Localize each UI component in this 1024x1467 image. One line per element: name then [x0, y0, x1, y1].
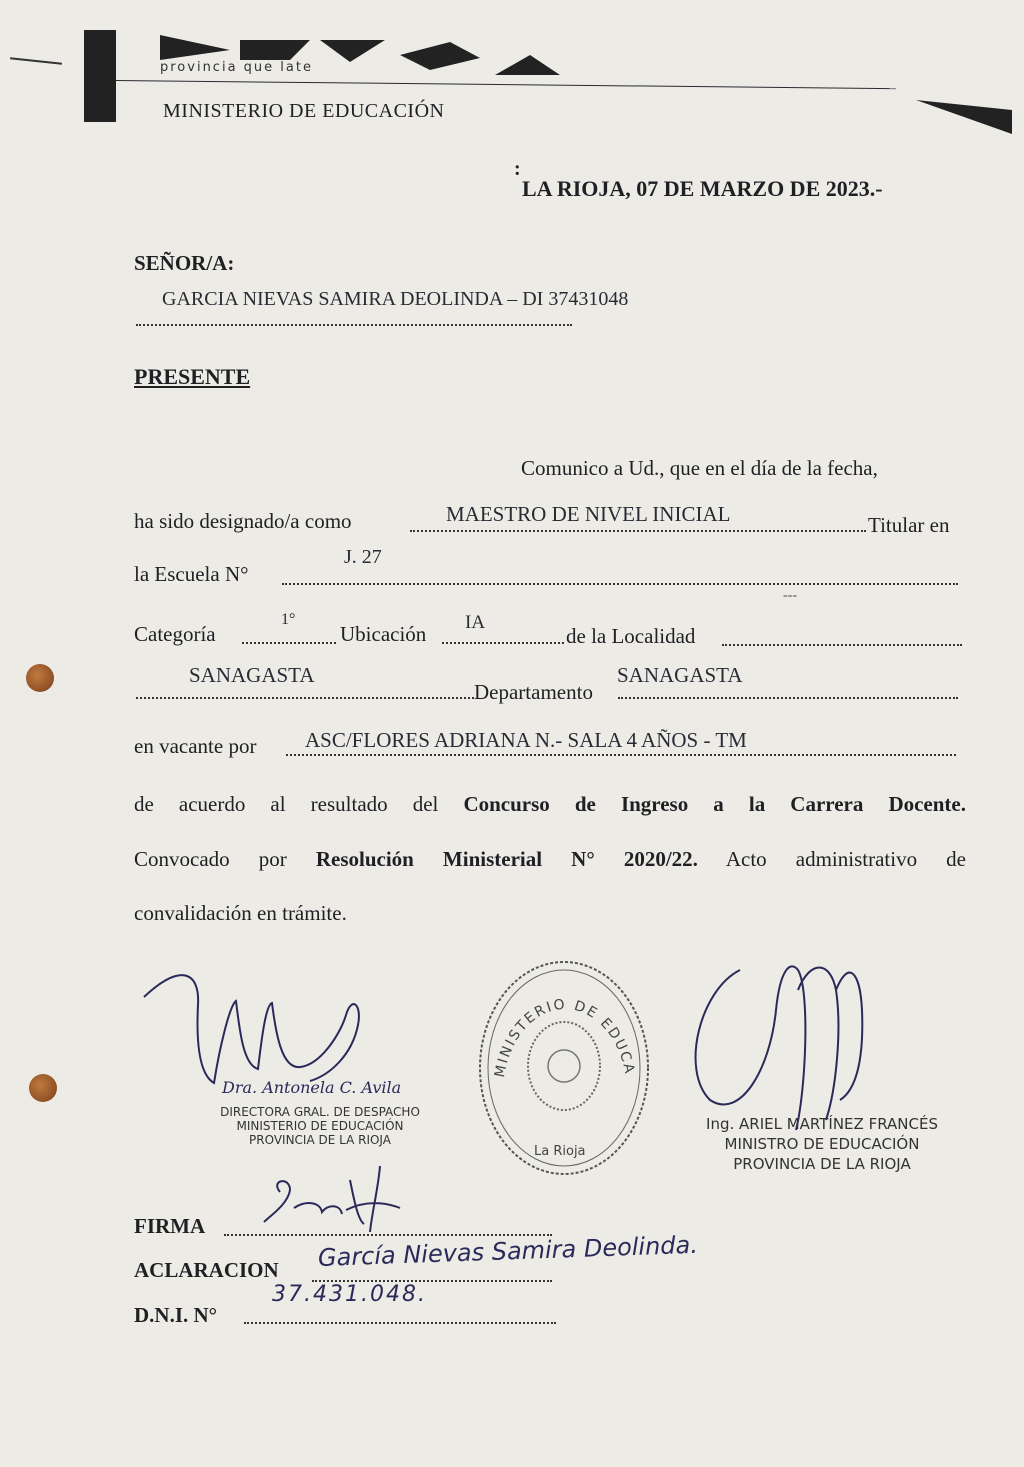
binder-pin-bottom — [29, 1074, 57, 1102]
localidad-value: SANAGASTA — [189, 663, 315, 687]
localidad-label: de la Localidad — [566, 624, 696, 648]
signer-left-line2: MINISTERIO DE EDUCACIÓN — [236, 1119, 404, 1133]
date-mark: : — [514, 158, 521, 180]
logo-icon — [150, 30, 570, 85]
vacante-value: ASC/FLORES ADRIANA N.- SALA 4 AÑOS - TM — [305, 728, 747, 752]
p2-text: Convocado por — [134, 847, 287, 871]
categoria-label: Categoría — [134, 622, 216, 646]
escuela-mark: --- — [783, 588, 797, 603]
paragraph-line-3: convalidación en trámite. — [134, 901, 347, 925]
cargo-value: MAESTRO DE NIVEL INICIAL — [446, 502, 731, 526]
signer-left-line1: DIRECTORA GRAL. DE DESPACHO — [220, 1105, 420, 1119]
categoria-dots — [242, 642, 336, 644]
signature-left-icon — [140, 965, 440, 1095]
signer-right-block — [686, 1114, 958, 1174]
titular-label: Titular en — [868, 513, 950, 537]
p1-text: de acuerdo al resultado del — [134, 792, 439, 816]
logo-tagline: provincia que late — [160, 60, 313, 75]
ubicacion-label: Ubicación — [340, 622, 427, 646]
dni-value: 37.431.048. — [272, 1282, 427, 1307]
departamento-dots — [618, 697, 958, 699]
designado-label: ha sido designado/a como — [134, 509, 352, 533]
departamento-label: Departamento — [474, 680, 593, 704]
vacante-label: en vacante por — [134, 734, 257, 758]
vacante-dots — [286, 754, 956, 756]
stray-line — [10, 57, 62, 64]
signature-left-name: Dra. Antonela C. Avila — [222, 1078, 402, 1097]
designado-dots — [410, 530, 866, 532]
header-wedge-icon — [916, 98, 1012, 138]
p2-tail: Acto administrativo de — [725, 847, 966, 871]
dni-label: D.N.I. N° — [134, 1303, 218, 1327]
categoria-value: 1° — [281, 611, 296, 628]
signer-right-line3: PROVINCIA DE LA RIOJA — [733, 1155, 911, 1173]
aclaracion-value: García Nievas Samira Deolinda. — [317, 1230, 699, 1272]
localidad-dots — [722, 644, 962, 646]
logo-bar-icon — [84, 30, 116, 122]
escuela-value: J. 27 — [344, 546, 382, 568]
seal-bottom-text: La Rioja — [534, 1144, 586, 1159]
escuela-label: la Escuela N° — [134, 562, 249, 586]
localidad-value-dots — [136, 697, 474, 699]
signer-left-line3: PROVINCIA DE LA RIOJA — [249, 1133, 391, 1147]
p2-bold: Resolución Ministerial N° 2020/22. — [315, 847, 698, 871]
dni-dots — [244, 1322, 556, 1324]
seal-ring-text: MINISTERIO DE EDUCA — [492, 996, 638, 1079]
p1-bold: Concurso de Ingreso a la Carrera Docente. — [463, 792, 966, 816]
signer-right-line1: Ing. ARIEL MARTÍNEZ FRANCÉS — [706, 1115, 938, 1133]
aclaracion-label: ACLARACION — [134, 1258, 279, 1282]
signer-right-line2: MINISTRO DE EDUCACIÓN — [724, 1135, 920, 1153]
svg-text:MINISTERIO DE EDUCACIÓN — [476, 958, 638, 1079]
ministry-seal — [476, 958, 652, 1180]
recipient-dots — [136, 324, 572, 326]
receipt-signature-icon — [250, 1160, 410, 1240]
ubicacion-dots — [442, 642, 564, 644]
ministry-title: MINISTERIO DE EDUCACIÓN — [163, 100, 445, 122]
intro-text: Comunico a Ud., que en el día de la fecha, — [521, 456, 878, 480]
signature-right-icon — [680, 950, 880, 1140]
recipient-name: GARCIA NIEVAS SAMIRA DEOLINDA – DI 37431048 — [162, 288, 629, 310]
signer-left-block — [220, 1105, 420, 1147]
departamento-value: SANAGASTA — [617, 663, 743, 687]
recipient-label: SEÑOR/A: — [134, 251, 235, 275]
date-line: LA RIOJA, 07 DE MARZO DE 2023.- — [522, 176, 883, 201]
presente-heading: PRESENTE — [134, 364, 251, 389]
firma-label: FIRMA — [134, 1214, 206, 1238]
binder-pin-top — [26, 664, 54, 692]
ubicacion-value: IA — [465, 612, 486, 633]
escuela-dots — [282, 583, 958, 585]
paragraph-line-1 — [134, 792, 966, 817]
paragraph-line-2 — [134, 847, 966, 872]
